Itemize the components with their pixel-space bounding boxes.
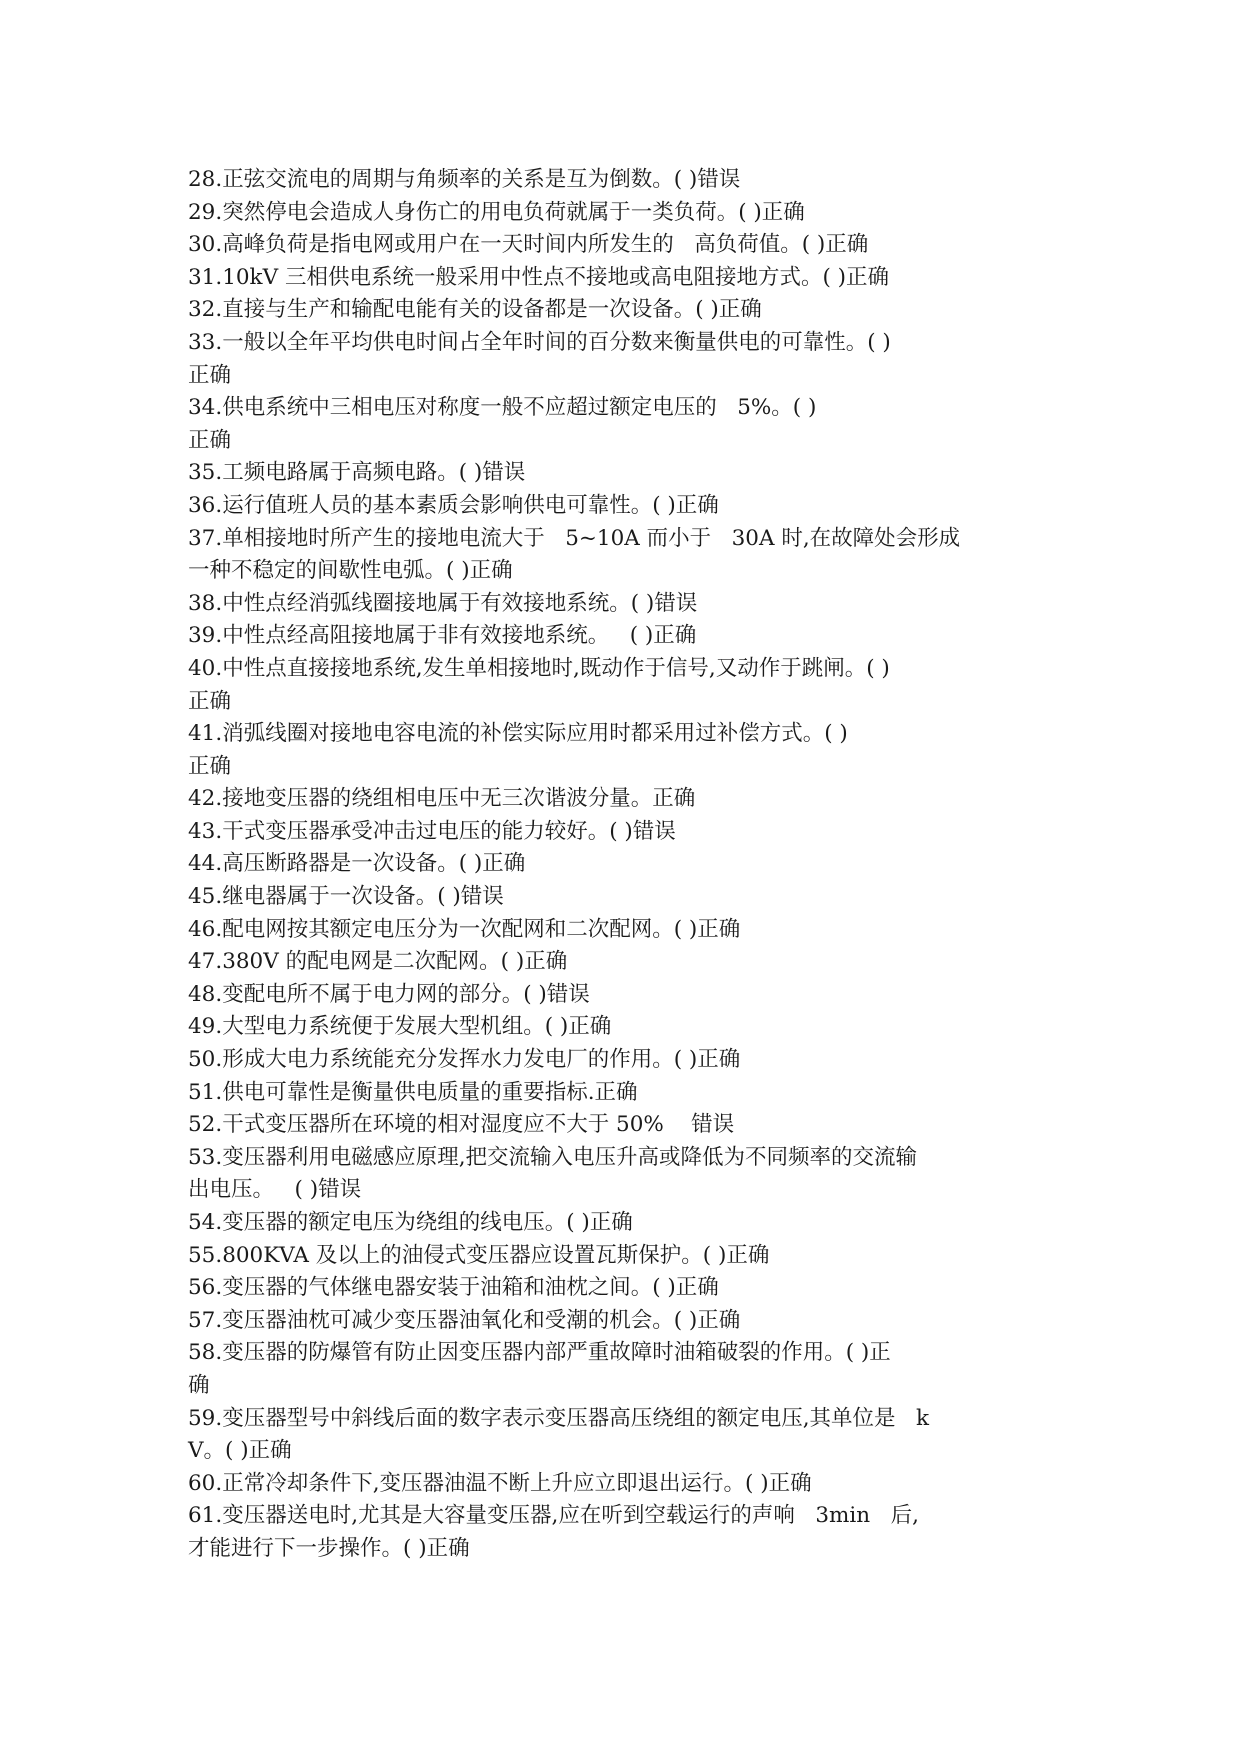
text-line: 32.直接与生产和输配电能有关的设备都是一次设备。( )正确 [188, 297, 762, 323]
text-line: 29.突然停电会造成人身伤亡的用电负荷就属于一类负荷。( )正确 [188, 199, 805, 225]
text-line: 48.变配电所不属于电力网的部分。( )错误 [188, 981, 590, 1007]
text-line: 49.大型电力系统便于发展大型机组。( )正确 [188, 1014, 612, 1040]
document-page [188, 164, 1068, 1566]
text-line: 正确 [188, 688, 232, 714]
text-line: 61.变压器送电时,尤其是大容量变压器,应在听到空载运行的声响 3min 后, [188, 1503, 919, 1529]
text-line: 55.800KVA 及以上的油侵式变压器应设置瓦斯保护。( )正确 [188, 1242, 770, 1268]
text-line: 57.变压器油枕可减少变压器油氧化和受潮的机会。( )正确 [188, 1307, 741, 1333]
text-line: 45.继电器属于一次设备。( )错误 [188, 884, 504, 910]
text-line: 52.干式变压器所在环境的相对湿度应不大于 50% 错误 [188, 1112, 735, 1138]
text-line: 43.干式变压器承受冲击过电压的能力较好。( )错误 [188, 818, 676, 844]
text-line: 40.中性点直接接地系统,发生单相接地时,既动作于信号,又动作于跳闸。( ) [188, 655, 890, 681]
text-line: 正确 [188, 753, 232, 779]
text-line: 出电压。 ( )错误 [188, 1177, 362, 1203]
text-line: 44.高压断路器是一次设备。( )正确 [188, 851, 526, 877]
text-line: 56.变压器的气体继电器安装于油箱和油枕之间。( )正确 [188, 1275, 719, 1301]
text-line: 一种不稳定的间歇性电弧。( )正确 [188, 558, 513, 584]
text-line: 正确 [188, 362, 232, 388]
text-line: 46.配电网按其额定电压分为一次配网和二次配网。( )正确 [188, 916, 741, 942]
text-line: 31.10kV 三相供电系统一般采用中性点不接地或高电阻接地方式。( )正确 [188, 264, 890, 290]
text-line: 确 [188, 1372, 210, 1398]
text-line: 41.消弧线圈对接地电容电流的补偿实际应用时都采用过补偿方式。( ) [188, 721, 848, 747]
text-line: 30.高峰负荷是指电网或用户在一天时间内所发生的 高负荷值。( )正确 [188, 232, 869, 258]
text-line: 才能进行下一步操作。( )正确 [188, 1535, 470, 1561]
text-line: 36.运行值班人员的基本素质会影响供电可靠性。( )正确 [188, 492, 719, 518]
text-line: V。( )正确 [188, 1438, 292, 1464]
text-line: 39.中性点经高阻接地属于非有效接地系统。 ( )正确 [188, 623, 697, 649]
text-line: 35.工频电路属于高频电路。( )错误 [188, 460, 526, 486]
text-line: 34.供电系统中三相电压对称度一般不应超过额定电压的 5%。( ) [188, 395, 817, 421]
text-line: 42.接地变压器的绕组相电压中无三次谐波分量。正确 [188, 786, 696, 812]
text-line: 正确 [188, 427, 232, 453]
text-line: 54.变压器的额定电压为绕组的线电压。( )正确 [188, 1210, 633, 1235]
text-line: 37.单相接地时所产生的接地电流大于 5~10A 而小于 30A 时,在故障处会形成 [188, 525, 961, 551]
text-line: 47.380V 的配电网是二次配网。( )正确 [188, 949, 568, 975]
text-line: 33.一般以全年平均供电时间占全年时间的百分数来衡量供电的可靠性。( ) [188, 329, 891, 355]
text-line: 50.形成大电力系统能充分发挥水力发电厂的作用。( )正确 [188, 1047, 741, 1073]
text-line: 51.供电可靠性是衡量供电质量的重要指标.正确 [188, 1079, 638, 1105]
text-line: 38.中性点经消弧线圈接地属于有效接地系统。( )错误 [188, 590, 698, 616]
text-line: 28.正弦交流电的周期与角频率的关系是互为倒数。( )错误 [188, 167, 741, 192]
text-line: 58.变压器的防爆管有防止因变压器内部严重故障时油箱破裂的作用。( )正 [188, 1340, 891, 1366]
text-line: 59.变压器型号中斜线后面的数字表示变压器高压绕组的额定电压,其单位是 k [188, 1405, 930, 1431]
text-line: 60.正常冷却条件下,变压器油温不断上升应立即退出运行。( )正确 [188, 1470, 812, 1496]
text-line: 53.变压器利用电磁感应原理,把交流输入电压升高或降低为不同频率的交流输 [188, 1144, 918, 1170]
